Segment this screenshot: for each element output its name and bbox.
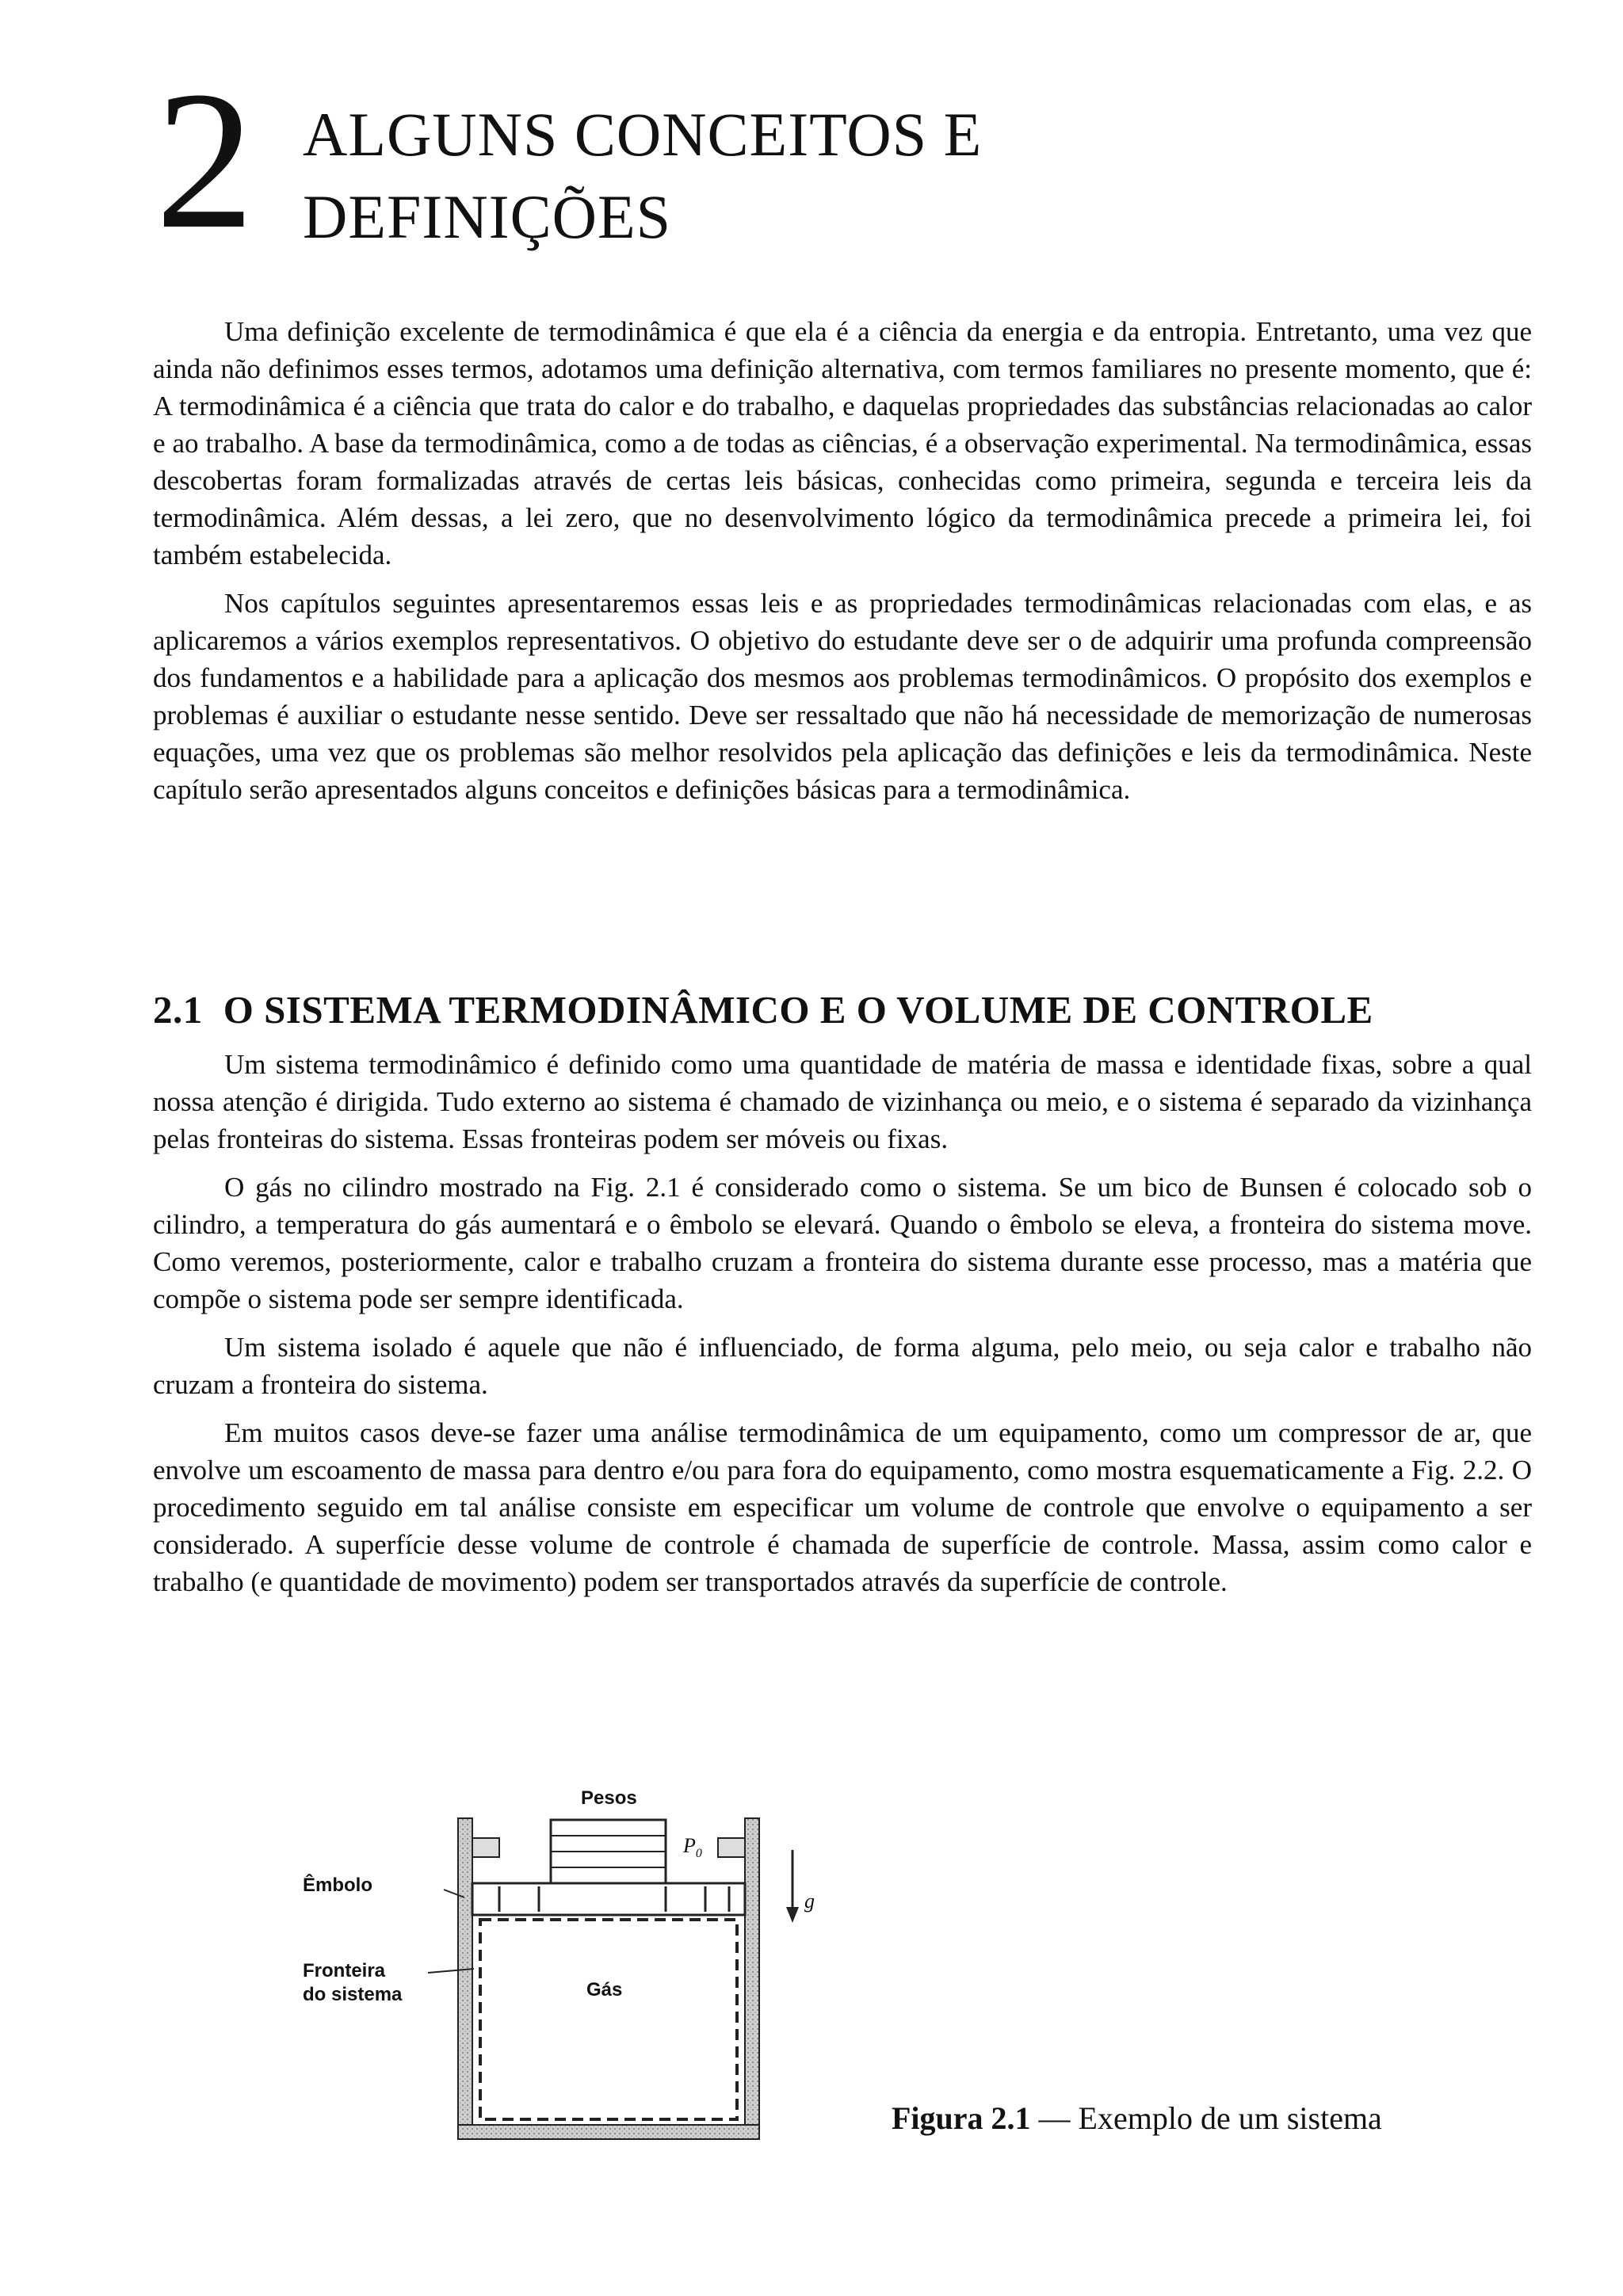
figure-caption-text: — Exemplo de um sistema bbox=[1030, 2100, 1382, 2136]
chapter-number: 2 bbox=[155, 51, 254, 270]
section-text bbox=[153, 1046, 1532, 1611]
figure-caption-label: Figura 2.1 bbox=[892, 2100, 1031, 2136]
gas-label: Gás bbox=[586, 1979, 623, 2000]
right-stop bbox=[718, 1838, 745, 1857]
intro-paragraph-1: Uma definição excelente de termodinâmica é que ela é a ciência da energia e da entropia. Entretanto, uma vez que ainda não definimos esses termos, adotamos uma definição alternativa, com termos familiares no presente momento, que é: A termodinâmica é a ciência que trata do calor e do trabalho, e daquelas propriedades das substâncias relacionadas ao calor e ao trabalho. A base da termodinâmica, como a de todas as ciências, é a observação experimental. Na termodinâmica, essas descobertas foram formalizadas através de certas leis básicas, conhecidas como primeira, segunda e terceira leis da termodinâmica. Além dessas, a lei zero, que no desenvolvimento lógico da termodinâmica precede a primeira lei, foi também estabelecida. bbox=[153, 316, 1532, 570]
figure-caption bbox=[892, 2100, 1382, 2137]
boundary-label-line-1: Fronteira bbox=[303, 1960, 386, 1981]
pressure-label bbox=[683, 1834, 702, 1866]
section-paragraph-3: Um sistema isolado é aquele que não é influenciado, de forma alguma, pelo meio, ou seja calor e trabalho não cruzam a fronteira do sistema. bbox=[153, 1332, 1532, 1400]
chapter-title-line-1: ALGUNS CONCEITOS E bbox=[303, 100, 983, 169]
pressure-subscript: 0 bbox=[695, 1847, 702, 1861]
boundary-label-line-2: do sistema bbox=[303, 1984, 403, 2005]
chapter-title bbox=[303, 93, 982, 258]
weights-label: Pesos bbox=[581, 1787, 637, 1809]
section-number: 2.1 bbox=[153, 988, 203, 1032]
section-title: O SISTEMA TERMODINÂMICO E O VOLUME DE CONTROLE bbox=[223, 988, 1373, 1032]
section-heading bbox=[153, 987, 1532, 1032]
section-paragraph-4: Em muitos casos deve-se fazer uma análise termodinâmica de um equipamento, como um compressor de ar, que envolve um escoamento de massa para dentro e/ou para fora do equipamento, como mostra esquematicamente a Fig. 2.2. O procedimento seguido em tal análise consiste em especificar um volume de controle que envolve o equipamento a ser considerado. A superfície desse volume de controle é chamada de superfície de controle. Massa, assim como calor e trabalho (e quantidade de movimento) podem ser transportados através da superfície de controle. bbox=[153, 1417, 1532, 1597]
piston-label: Êmbolo bbox=[303, 1875, 372, 1896]
system-boundary bbox=[480, 1920, 737, 2119]
gravity-label: g bbox=[804, 1890, 815, 1913]
figure-cylinder bbox=[285, 1771, 888, 2151]
intro-text bbox=[153, 313, 1532, 819]
cylinder-left-wall bbox=[458, 1818, 472, 2139]
cylinder-right-wall bbox=[745, 1818, 759, 2139]
section-paragraph-2: O gás no cilindro mostrado na Fig. 2.1 é considerado como o sistema. Se um bico de Bunsen é colocado sob o cilindro, a temperatura do gás aumentará e o êmbolo se elevará. Quando o êmbolo se eleva, a fronteira do sistema move. Como veremos, posteriormente, calor e trabalho cruzam a fronteira do sistema durante esse processo, mas a matéria que compõe o sistema pode ser sempre identificada. bbox=[153, 1172, 1532, 1314]
chapter-title-line-2: DEFINIÇÕES bbox=[303, 182, 672, 251]
section-paragraph-1: Um sistema termodinâmico é definido como uma quantidade de matéria de massa e identidade fixas, sobre a qual nossa atenção é dirigida. Tudo externo ao sistema é chamado de vizinhança ou meio, e o sistema é separado da vizinhança pelas fronteiras do sistema. Essas fronteiras podem ser móveis ou fixas. bbox=[153, 1049, 1532, 1154]
boundary-label bbox=[303, 1959, 402, 2007]
pressure-symbol: P bbox=[683, 1834, 696, 1857]
intro-paragraph-2: Nos capítulos seguintes apresentaremos essas leis e as propriedades termodinâmicas relacionadas com elas, e as aplicaremos a vários exemplos representativos. O objetivo do estudante deve ser o de adquirir uma profunda compreensão dos fundamentos e a habilidade para a aplicação dos mesmos aos problemas termodinâmicos. O propósito dos exemplos e problemas é auxiliar o estudante nesse sentido. Deve ser ressaltado que não há necessidade de memorização de numerosas equações, uma vez que os problemas são melhor resolvidos pela aplicação das definições e leis da termodinâmica. Neste capítulo serão apresentados alguns conceitos e definições básicas para a termodinâmica. bbox=[153, 588, 1532, 805]
left-stop bbox=[472, 1838, 499, 1857]
cylinder-bottom bbox=[458, 2125, 759, 2139]
piston bbox=[472, 1883, 745, 1915]
